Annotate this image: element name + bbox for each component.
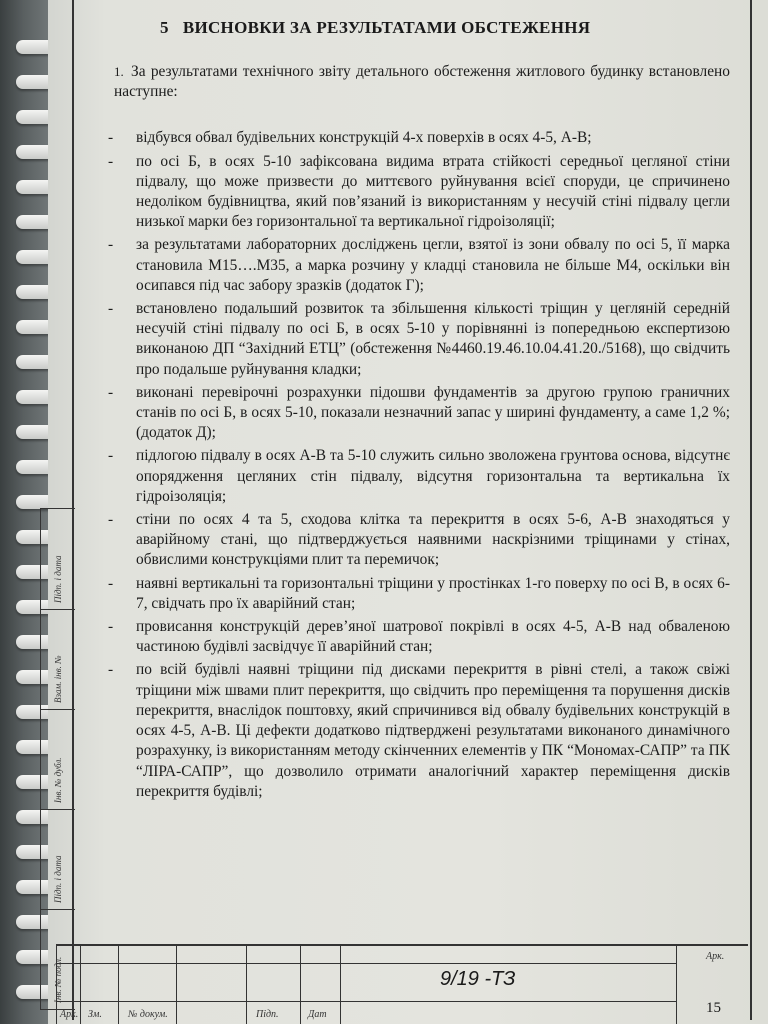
section-heading: ВИСНОВКИ ЗА РЕЗУЛЬТАТАМИ ОБСТЕЖЕННЯ [182,18,591,37]
stamp-line [56,946,57,1024]
side-label: Підп. і дата [53,855,63,903]
dash-marker: - [108,129,114,147]
conclusion-item [108,574,730,614]
side-cell [41,609,75,710]
conclusions-body [110,62,730,805]
conclusion-text: стіни по осях 4 та 5, сходова клітка та перекриття в осях 5-6, А-В знаходяться у аварійному стані, що підтверджується наявними наскрізними тріщинами у стінах, обвислими конструкціями плит та перемичок; [136,511,730,569]
intro-paragraph [114,62,730,102]
stamp-col-change: Зм. [88,1009,102,1020]
dash-marker: - [108,511,114,529]
conclusion-text: встановлено подальший розвиток та збільшення кількості тріщин у цегляній середній несучій стіні підвалу по осі Б, в осях 5-10 у порівнянні із попередньою експертизою виконаною ДП “Західний ЕТЦ” (обстеження №4460.19.46.10.04.41.20./5168), що свідчить про подальше руйнування кладки; [136,300,730,378]
section-title [160,18,590,38]
conclusion-item [108,383,730,444]
conclusion-text: відбувся обвал будівельних конструкцій 4-х поверхів в осях 4-5, А-В; [136,129,592,147]
conclusion-item [108,299,730,380]
stamp-line [56,1001,676,1002]
stamp-line [340,946,341,1024]
stamp-line [80,946,81,1024]
stamp-line [118,946,119,1024]
sheet-label: Арк. [706,951,725,962]
conclusion-item [108,152,730,233]
dash-marker: - [108,383,114,401]
dash-marker: - [108,300,114,318]
conclusion-text: наявні вертикальні та горизонтальні тріщини у простінках 1-го поверху по осі В, в осях 6-7, свідчать про їх аварійний стан; [136,574,730,612]
stamp-col-date: Дат [308,1009,327,1020]
side-label: Інв. № подл. [53,956,63,1003]
conclusion-item [108,235,730,296]
stamp-col-sheet: Арк. [60,1009,79,1020]
side-cell [41,509,75,610]
conclusion-item [108,446,730,507]
intro-text: За результатами технічного звіту детального обстеження житлового будинку встановлено наступне: [114,63,730,101]
side-label: Підп. і дата [53,555,63,603]
conclusion-item [108,128,730,148]
side-label: Взам. інв. № [53,655,63,703]
conclusion-item [108,660,730,801]
stamp-line [176,946,177,1024]
page-number: 15 [706,1000,721,1016]
stamp-line [56,963,676,964]
stamp-line [676,946,677,1024]
side-label: Інв. № дубл. [53,757,63,803]
section-number: 5 [160,18,169,37]
intro-number: 1. [114,64,124,79]
side-cell [41,709,75,810]
stamp-col-sign: Підп. [256,1009,279,1020]
conclusion-text: виконані перевірочні розрахунки підошви фундаментів за другою групою граничних станів по осі Б, в осях 5-10, показали незначний запас у ширині фундаменту, а саме 1,2 %; (додаток Д); [136,383,730,442]
side-cell [41,809,75,910]
dash-marker: - [108,574,114,592]
dash-marker: - [108,661,114,679]
conclusion-text: за результатами лабораторних досліджень цегли, взятої із зони обвалу по осі 5, її марка становила М15….М35, а марка розчину у кладці становила не більше М4, оскільки він осипався під час забору зразків (додаток Г); [136,236,730,294]
dash-marker: - [108,236,114,254]
side-stamp-column [40,508,75,1010]
conclusion-text: по всій будівлі наявні тріщини під дисками перекриття в рівні стелі, а також свіжі тріщини між швами плит перекриття, що свідчить про переміщення та порушення дисків перекриття, внаслідок поштовху, який спричинився від обвалу будівельних конструкцій в осях 4-5, А-В. Ці дефекти додатково підтверджені результатами виконаного динамічного розрахунку, із використанням методу скінченних елементів у ПК “Мономах-САПР” та ПК “ЛІРА-САПР”, що дозволило отримати аналогічний характер переміщення дисків перекриття будівлі; [136,661,730,800]
title-block [56,944,748,1024]
document-code: 9/19 -ТЗ [440,968,516,990]
stamp-line [300,946,301,1024]
conclusion-item [108,617,730,657]
dash-marker: - [108,152,114,170]
dash-marker: - [108,447,114,465]
conclusion-text: підлогою підвалу в осях А-В та 5-10 служить сильно зволожена грунтова основа, відсутнє опорядження цегляних стін підвалу, відсутня горизонтальна та вертикальна їх гідроізоляція; [136,447,730,505]
conclusion-item [108,510,730,571]
conclusion-text: по осі Б, в осях 5-10 зафіксована видима втрата стійкості середньої цегляної стіни підвалу, що може призвести до миттєвого руйнування всієї споруди, це спричинено недоліком будівництва, який пов’язаний із використанням у несучій стіні підвалу цегли низької марки без горизонтальної та вертикальної гідроізоляції; [136,152,730,231]
stamp-col-doc: № докум. [128,1009,168,1020]
conclusion-text: провисання конструкцій дерев’яної шатрової покрівлі в осях 4-5, А-В над обваленою частиною будівлі засвідчує її аварійний стан; [136,618,730,656]
stamp-line [246,946,247,1024]
dash-marker: - [108,618,114,636]
